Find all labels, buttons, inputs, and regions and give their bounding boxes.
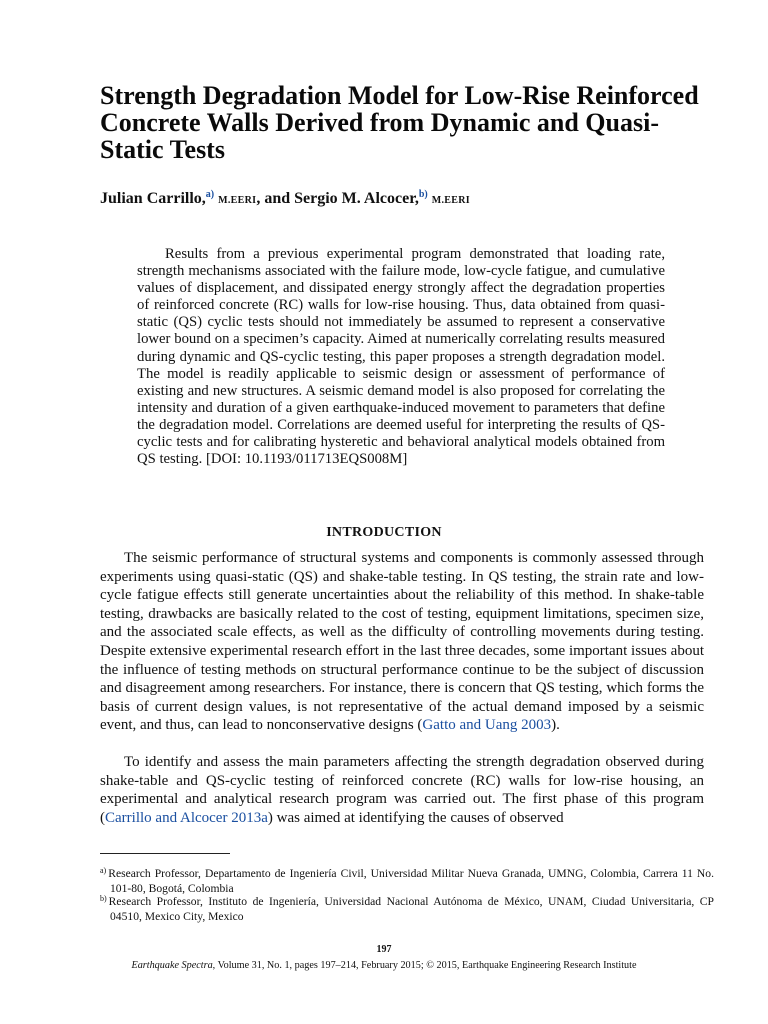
author-1-footnote-mark[interactable]: a) xyxy=(205,189,215,200)
footnote-divider xyxy=(100,853,230,854)
journal-details: , Volume 31, No. 1, pages 197–214, February 2015; © 2015, Earthquake Engineering Research Institute xyxy=(212,960,637,971)
abstract: Results from a previous experimental program demonstrated that loading rate, strength mechanisms associated with the failure mode, low-cycle fatigue, and cumulative values of displacement, and dissipated energy strongly affect the degradation properties of reinforced concrete (RC) walls for low-rise housing. Thus, data obtained from quasi-static (QS) cyclic tests should not immediately be assumed to represent a conservative lower bound on a specimen’s capacity. Aimed at numerically correlating results measured during dynamic and QS-cyclic testing, this paper proposes a strength degradation model. The model is readily applicable to seismic design or assessment of performance of existing and new structures. A seismic demand model is also proposed for correlating the intensity and duration of a given earthquake-induced movement to parameters that define the degradation model. Correlations are deemed useful for interpreting the results of QS-cyclic tests and for calibrating hysteretic and behavioral analytical models obtained from QS testing. [DOI: 10.1193/011713EQS008M] xyxy=(137,246,665,468)
author-1-membership: M.EERI xyxy=(218,195,257,206)
page-number: 197 xyxy=(376,944,392,955)
section-heading-introduction: INTRODUCTION xyxy=(326,525,442,540)
paragraph-2-text: To identify and assess the main parameters affecting the strength degradation observed during shake-table and QS-cyclic testing of reinforced concrete (RC) walls for low-rise housing, an experimental and analytical research program was carried out. The first phase of this program ( xyxy=(100,754,704,826)
author-1-name: Julian Carrillo, xyxy=(100,190,206,207)
paper-title: Strength Degradation Model for Low-Rise Reinforced Concrete Walls Derived from Dynamic and Quasi-Static Tests xyxy=(100,81,699,164)
journal-citation xyxy=(0,960,768,971)
author-2-name: Sergio M. Alcocer, xyxy=(294,190,419,207)
author-connector: , and xyxy=(256,190,295,207)
footnote-b xyxy=(100,892,714,924)
body-paragraph-1 xyxy=(100,549,704,735)
author-2-membership: M.EERI xyxy=(431,195,470,206)
journal-name: Earthquake Spectra xyxy=(131,960,213,971)
footnote-a-text: Research Professor, Departamento de Ingeniería Civil, Universidad Militar Nueva Granada, UMNG, Colombia, Carrera 11 No. 101-80, Bogotá, Colombia xyxy=(108,867,714,895)
author-2-footnote-mark[interactable]: b) xyxy=(418,189,428,200)
citation-link-gatto-uang[interactable]: Gatto and Uang 2003 xyxy=(422,717,552,734)
paragraph-1-text: The seismic performance of structural systems and components is commonly assessed through experiments using quasi-static (QS) and shake-table testing. In QS testing, the strain rate and low-cycle fatigue effects still generate uncertainties about the reliability of this method. In shake-table testing, drawbacks are basically related to the cost of testing, equipment limitations, specimen size, and the associated scale effects, as well as the difficulty of controlling movements during testing. Despite extensive experimental research effort in the last three decades, some important issues about the influence of testing methods on structural performance continue to be the subject of discussion and disagreement among researchers. For instance, there is concern that QS testing, which forms the basis of current design values, is not representative of the actual demand imposed by a seismic event, and thus, can lead to nonconservative designs ( xyxy=(100,550,704,734)
footnote-a-mark: a) xyxy=(100,866,107,875)
author-line xyxy=(100,185,700,211)
footnote-b-mark: b) xyxy=(100,894,107,903)
citation-link-carrillo-alcocer[interactable]: Carrillo and Alcocer 2013a xyxy=(105,809,268,826)
paragraph-2-end: ) was aimed at identifying the causes of observed xyxy=(267,809,564,826)
paragraph-1-end: ). xyxy=(551,717,560,734)
footnote-b-text: Research Professor, Instituto de Ingeniería, Universidad Nacional Autónoma de México, UNAM, Ciudad Universitaria, CP 04510, Mexico City, Mexico xyxy=(108,895,714,923)
body-paragraph-2 xyxy=(100,753,704,827)
